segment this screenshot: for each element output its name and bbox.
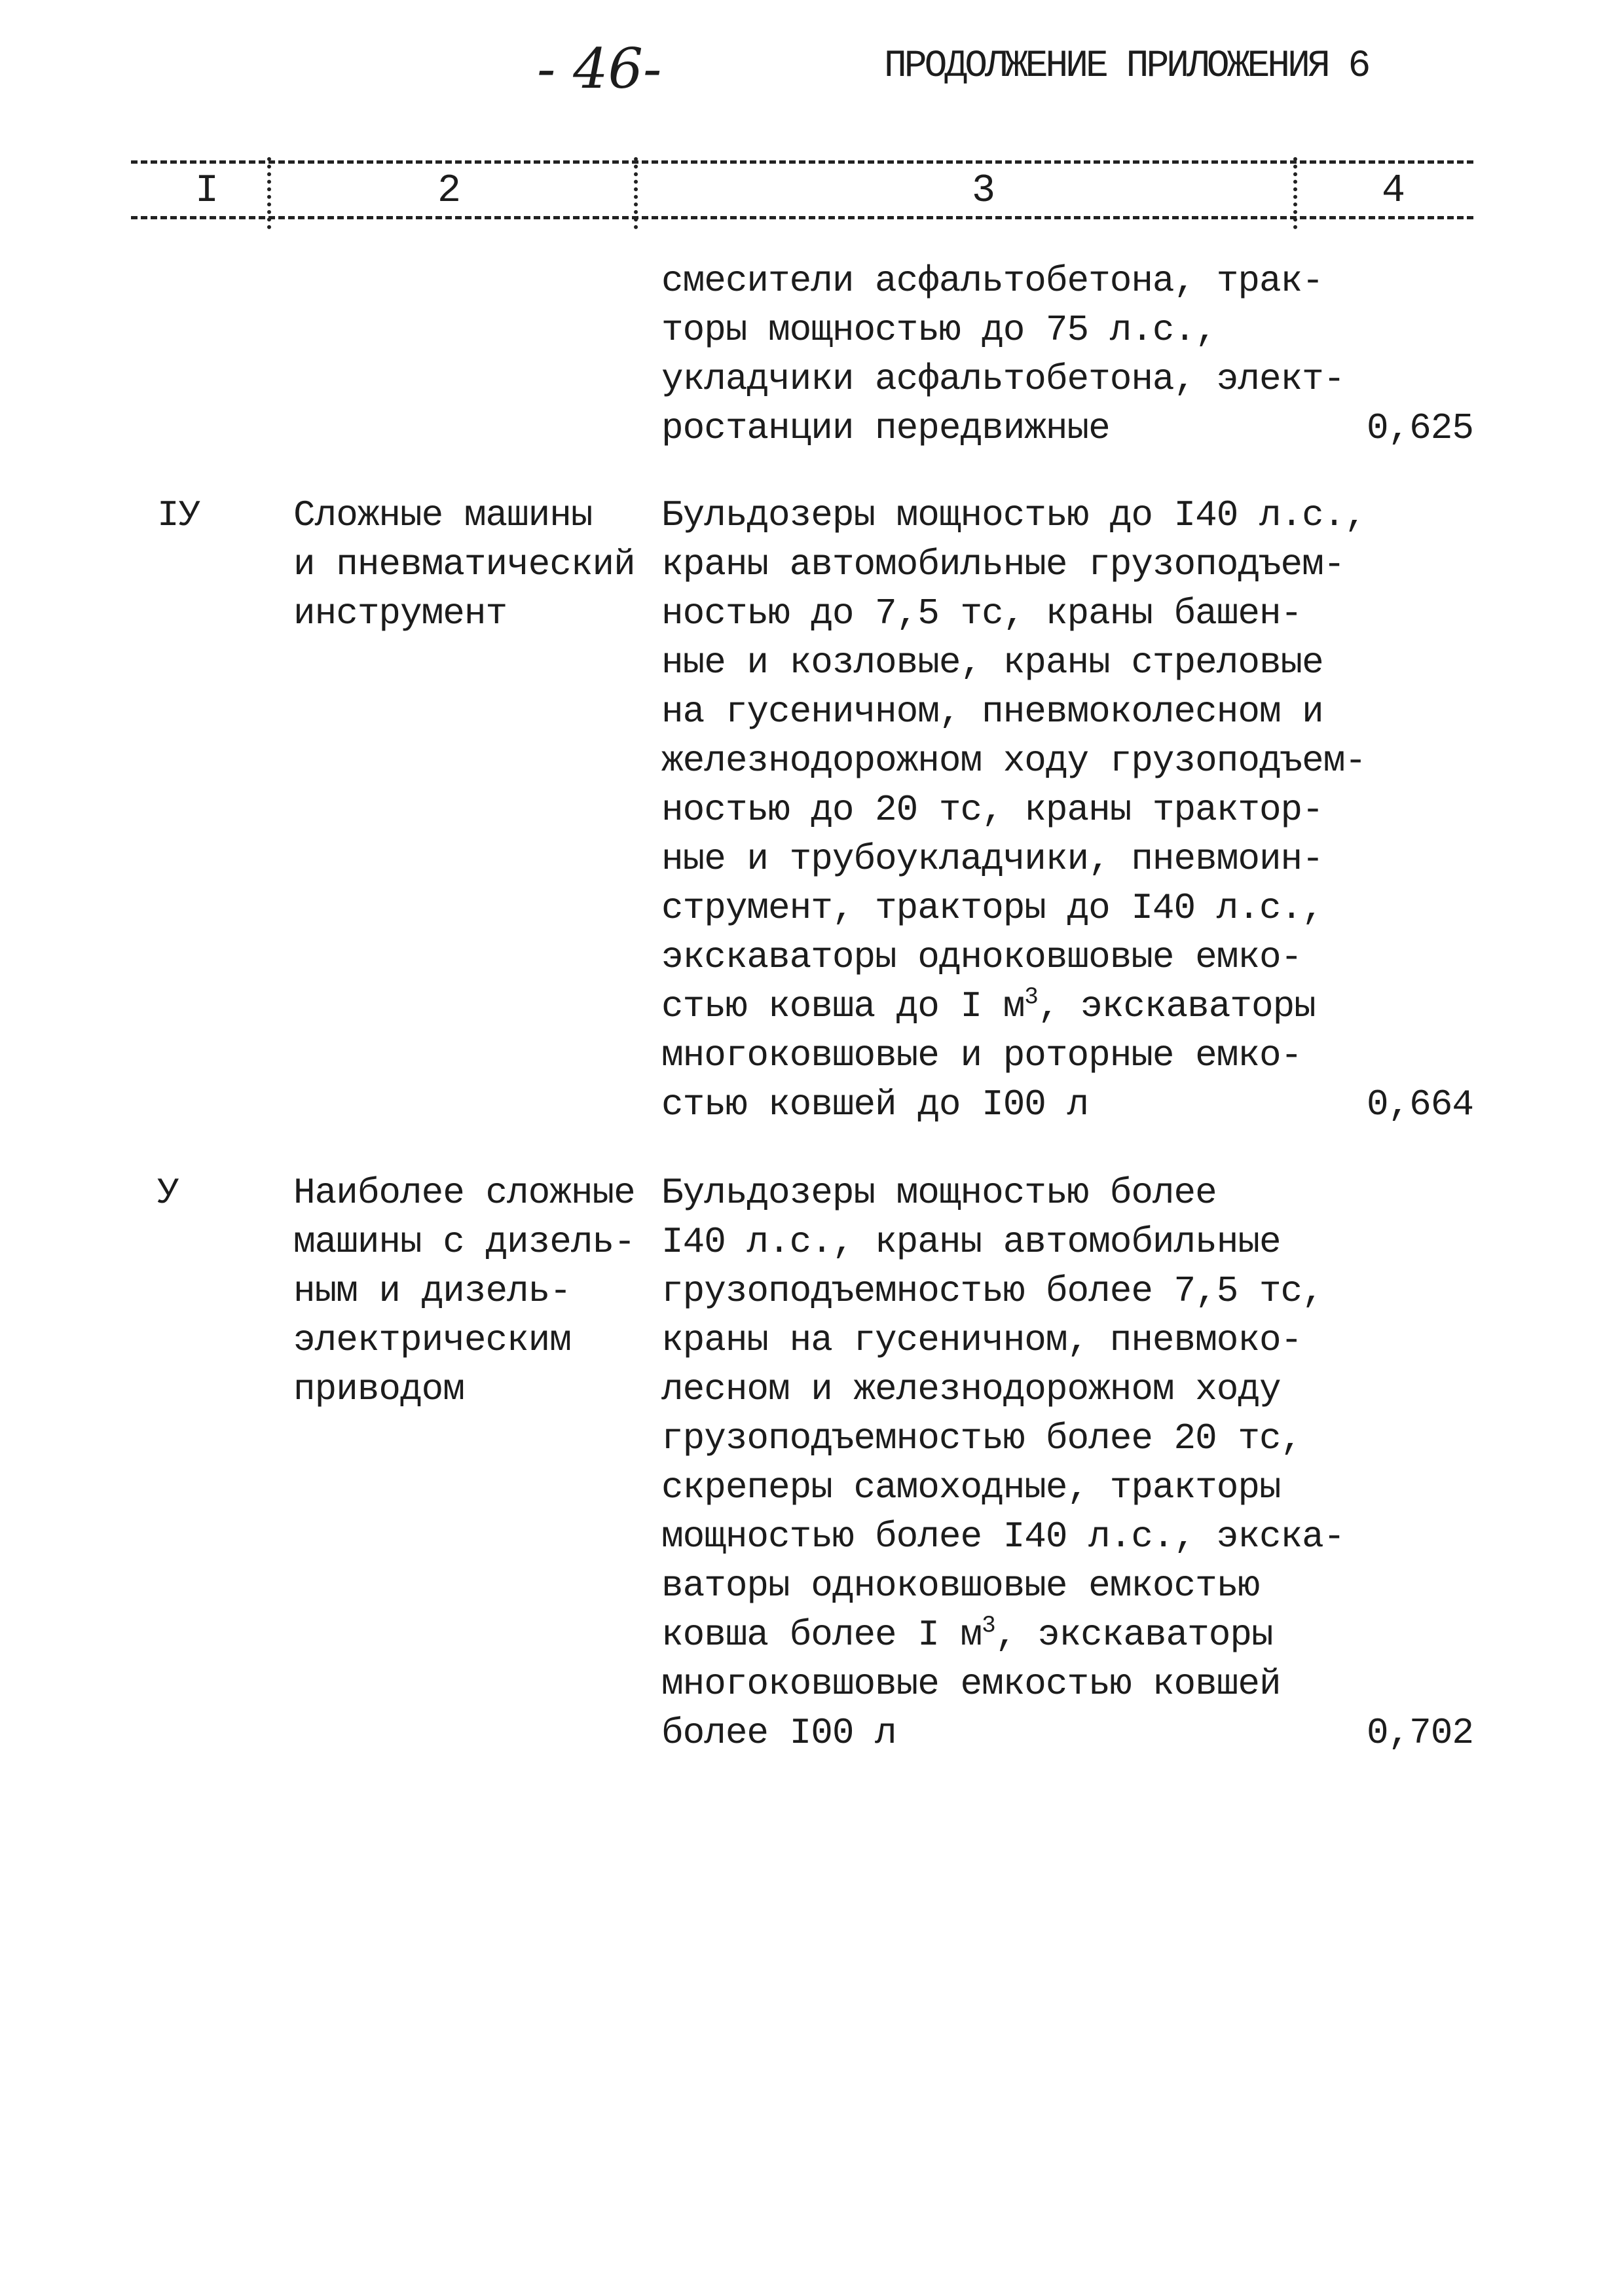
- row-machine-category: Наиболее сложные машины с дизель- ным и дизель- электрическим приводом: [293, 1172, 635, 1410]
- page-title: ПРОДОЛЖЕНИЕ ПРИЛОЖЕНИЯ 6: [884, 45, 1369, 88]
- row-machine-list-text: Бульдозеры мощностью до I40 л.с., краны автомобильные грузоподъем- ностью до 7,5 тс, краны башен- ные и козловые, краны стреловые на гусеничном, пневмоколесном и железнодорожном ходу грузоподъем- ностью до 20 тс, краны трактор- ные и трубоукладчики, пневмоин- струмент, тракторы до I40 л.с., экскаваторы одноковшовые емко- стью ковша до I м: [661, 494, 1366, 1027]
- row-machine-list: [661, 491, 1366, 1129]
- column-separator-2: [634, 157, 638, 229]
- continuation-description: смесители асфальтобетона, трак- торы мощностью до 75 л.с., укладчики асфальтобетона, элект- ростанции передвижные: [661, 260, 1345, 449]
- row-group-number: IУ: [157, 494, 200, 536]
- row-coefficient: 0,664: [1366, 1084, 1473, 1125]
- row-machine-list-tail: , экскаваторы многоковшовые и роторные емко- стью ковшей до I00 л: [661, 985, 1316, 1125]
- continuation-coefficient: 0,625: [1366, 407, 1473, 449]
- cubic-superscript: 3: [982, 1612, 995, 1639]
- column-number-3: 3: [972, 169, 996, 213]
- row-machine-list-tail: , экскаваторы многоковшовые емкостью ковшей более I00 л: [661, 1614, 1281, 1754]
- column-separator-1: [267, 157, 271, 229]
- row-machine-list: [661, 1169, 1349, 1758]
- header-bottom-rule: [131, 216, 1473, 219]
- page-number: - 46-: [537, 37, 662, 101]
- column-number-1: I: [195, 169, 219, 213]
- header-top-rule: [131, 160, 1473, 164]
- cubic-superscript: 3: [1024, 983, 1038, 1011]
- column-number-2: 2: [437, 169, 462, 213]
- column-separator-3: [1293, 157, 1297, 229]
- row-machine-list-text: Бульдозеры мощностью более I40 л.с., краны автомобильные грузоподъемностью более 7,5 тс, краны на гусеничном, пневмоко- лесном и железнодорожном ходу грузоподъемностью более 20 тс, скреперы самоходные, тракторы мощностью более I40 л.с., экска- ваторы одноковшовые емкостью ковша более I м: [661, 1172, 1345, 1656]
- column-number-4: 4: [1382, 169, 1406, 213]
- row-machine-category: Сложные машины и пневматический инструмент: [293, 494, 635, 634]
- row-coefficient: 0,702: [1366, 1712, 1473, 1754]
- row-group-number: У: [157, 1172, 179, 1214]
